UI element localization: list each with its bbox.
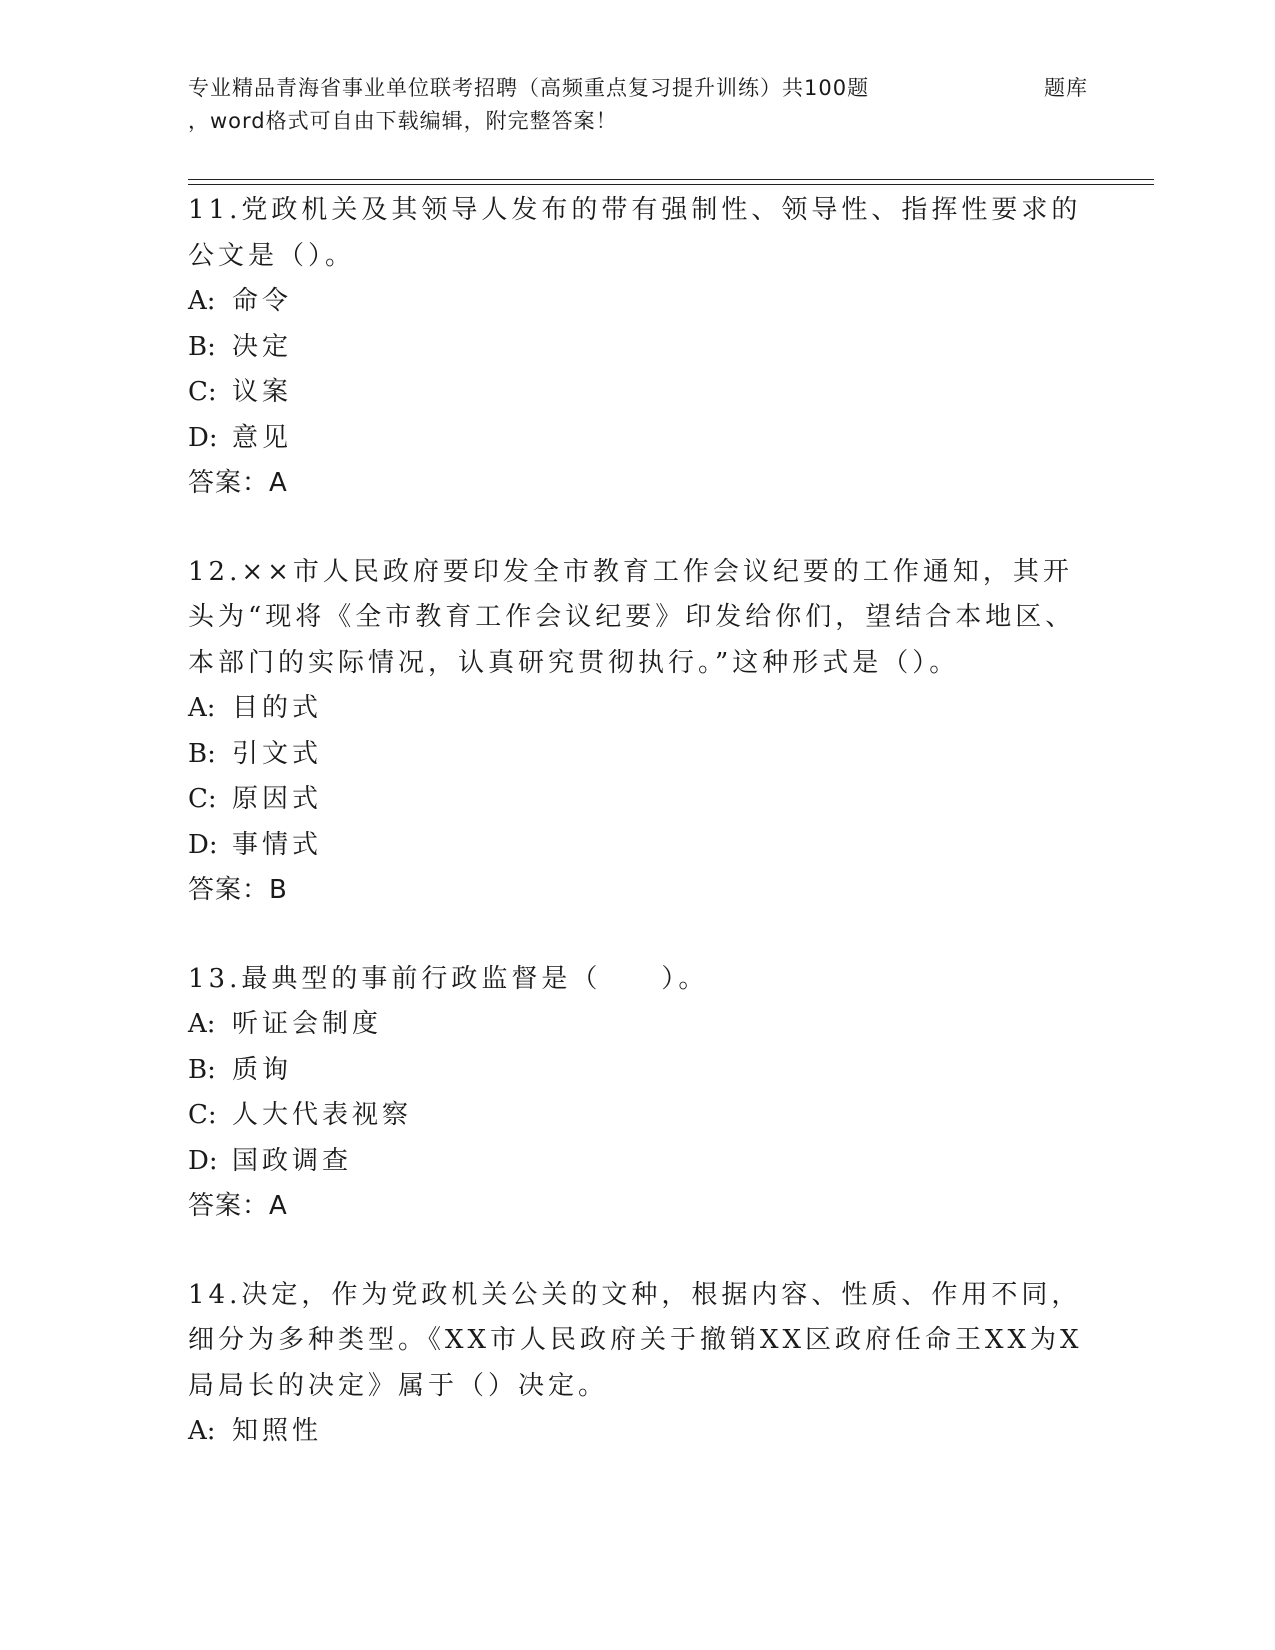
option-text: 国政调查 — [232, 1145, 353, 1176]
question-stem: 11.党政机关及其领导人发布的带有强制性、领导性、指挥性要求的公文是（）。 — [188, 195, 1082, 271]
option-letter: D: — [188, 829, 218, 860]
option-a — [188, 1409, 1088, 1455]
answer-line: 答案：A — [188, 468, 288, 498]
option-text: 事情式 — [232, 829, 323, 860]
option-text: 目的式 — [232, 693, 323, 723]
question-14 — [188, 1273, 1088, 1455]
document-tag: 题库 — [1044, 76, 1088, 100]
option-letter: B: — [188, 331, 216, 362]
option-letter: C: — [188, 1100, 217, 1130]
option-text: 人大代表视察 — [232, 1100, 413, 1130]
option-letter: A: — [188, 1009, 216, 1039]
option-letter: A: — [188, 693, 216, 723]
header-title-row — [188, 72, 1088, 105]
option-c — [188, 777, 1088, 823]
question-11 — [188, 188, 1088, 507]
option-text: 决定 — [232, 331, 293, 362]
option-letter: A: — [188, 1416, 216, 1446]
answer-line: 答案：A — [188, 1191, 288, 1221]
option-letter: B: — [188, 1054, 216, 1085]
option-text: 质询 — [232, 1054, 293, 1085]
option-d — [188, 1139, 1088, 1185]
question-stem: 13.最典型的事前行政监督是（ ）。 — [188, 963, 709, 994]
document-subtitle: ，word格式可自由下载编辑，附完整答案！ — [188, 109, 618, 133]
option-text: 意见 — [232, 422, 293, 453]
option-c — [188, 1093, 1088, 1139]
option-c — [188, 370, 1088, 416]
option-text: 引文式 — [232, 738, 323, 769]
option-text: 原因式 — [232, 784, 323, 814]
header-double-rule — [188, 179, 1154, 185]
option-text: 知照性 — [232, 1416, 323, 1446]
option-letter: C: — [188, 377, 217, 407]
option-b — [188, 732, 1088, 778]
option-letter: B: — [188, 738, 216, 769]
document-header — [188, 72, 1148, 138]
option-letter: A: — [188, 286, 216, 316]
option-letter: D: — [188, 422, 218, 453]
option-d — [188, 416, 1088, 462]
option-a — [188, 1002, 1088, 1048]
option-a — [188, 279, 1088, 325]
option-text: 议案 — [232, 377, 293, 407]
option-text: 命令 — [232, 286, 293, 316]
question-stem: 12.××市人民政府要印发全市教育工作会议纪要的工作通知，其开头为“现将《全市教育工作会议纪要》印发给你们，望结合本地区、本部门的实际情况，认真研究贯彻执行。”这种形式是（）。 — [188, 556, 1076, 678]
option-text: 听证会制度 — [232, 1009, 383, 1039]
question-13 — [188, 957, 1088, 1230]
question-list — [188, 188, 1088, 1498]
answer-line: 答案：B — [188, 875, 288, 905]
option-letter: C: — [188, 784, 217, 814]
document-title: 专业精品青海省事业单位联考招聘（高频重点复习提升训练）共100题 — [188, 76, 870, 100]
question-stem: 14.决定，作为党政机关公关的文种，根据内容、性质、作用不同，细分为多种类型。《XX市人民政府关于撤销XX区政府任命王XX为X局局长的决定》属于（）决定。 — [188, 1279, 1083, 1401]
option-letter: D: — [188, 1145, 218, 1176]
option-a — [188, 686, 1088, 732]
option-d — [188, 823, 1088, 869]
option-b — [188, 1048, 1088, 1094]
option-b — [188, 325, 1088, 371]
question-12 — [188, 550, 1088, 914]
